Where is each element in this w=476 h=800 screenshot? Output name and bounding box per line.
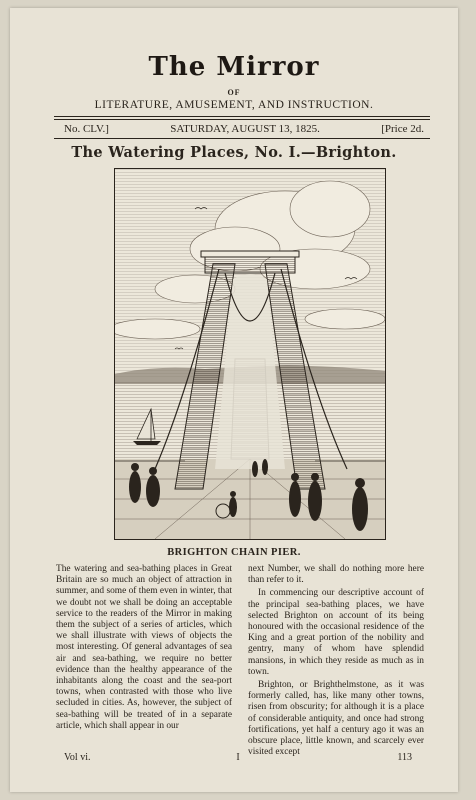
header-rule-bottom <box>54 138 430 139</box>
page-number: 113 <box>397 752 412 763</box>
issue-number: No. CLV.] <box>64 123 109 135</box>
header-rule-top <box>54 116 430 117</box>
issue-line <box>64 122 424 136</box>
header-rule-top-double <box>54 119 430 120</box>
paragraph: Brighton, or Brighthelmstone, as it was formerly called, has, like many other towns, risen from obscurity; for although it is a place of considerable antiquity, and once had strong fortifications, yet half a century ago it was an obscure place, little known, and scarcely ever visited except <box>248 680 424 758</box>
article-column-left <box>56 564 232 734</box>
chain-pier-engraving <box>114 168 386 540</box>
article-column-right <box>248 564 424 760</box>
paragraph: The watering and sea-bathing places in Great Britain are so much an object of attraction in summer, and some of them even in winter, that we doubt not we shall be doing an acceptable service to the readers of the Mirror in making them the subject of a series of articles, which we shall illustrate with views of objects the most interesting. Of general advantages of sea air and sea-bathing, we require no better evidence than the healthy appearance of the inhabitants along the coast and the sea-port towns, when contrasted with those who live secluded in cities. As, however, the subject of sea-bathing will be treated of in a separate article, which shall appear in our <box>56 564 232 731</box>
masthead-subtitle: LITERATURE, AMUSEMENT, AND INSTRUCTION. <box>94 99 374 111</box>
issue-date: SATURDAY, AUGUST 13, 1825. <box>170 123 320 135</box>
signature-mark: I <box>236 752 240 763</box>
illustration-caption: BRIGHTON CHAIN PIER. <box>167 547 301 558</box>
page-footer <box>64 752 412 763</box>
masthead-title: The Mirror <box>148 52 320 82</box>
newspaper-page <box>10 8 458 792</box>
volume-label: Vol vi. <box>64 752 91 763</box>
issue-price: [Price 2d. <box>381 123 424 135</box>
paragraph: In commencing our descriptive account of the principal sea-bathing places, we have selected Brighton on account of its being honoured with the occasional residence of the King and a great portion of the nobility and gentry, many of whom have splendid mansions, in which they reside as much as in town. <box>248 588 424 677</box>
article-title: The Watering Places, No. I.—Brighton. <box>71 144 397 161</box>
masthead-of: OF <box>227 88 241 97</box>
paragraph: next Number, we shall do nothing more here than refer to it. <box>248 564 424 586</box>
